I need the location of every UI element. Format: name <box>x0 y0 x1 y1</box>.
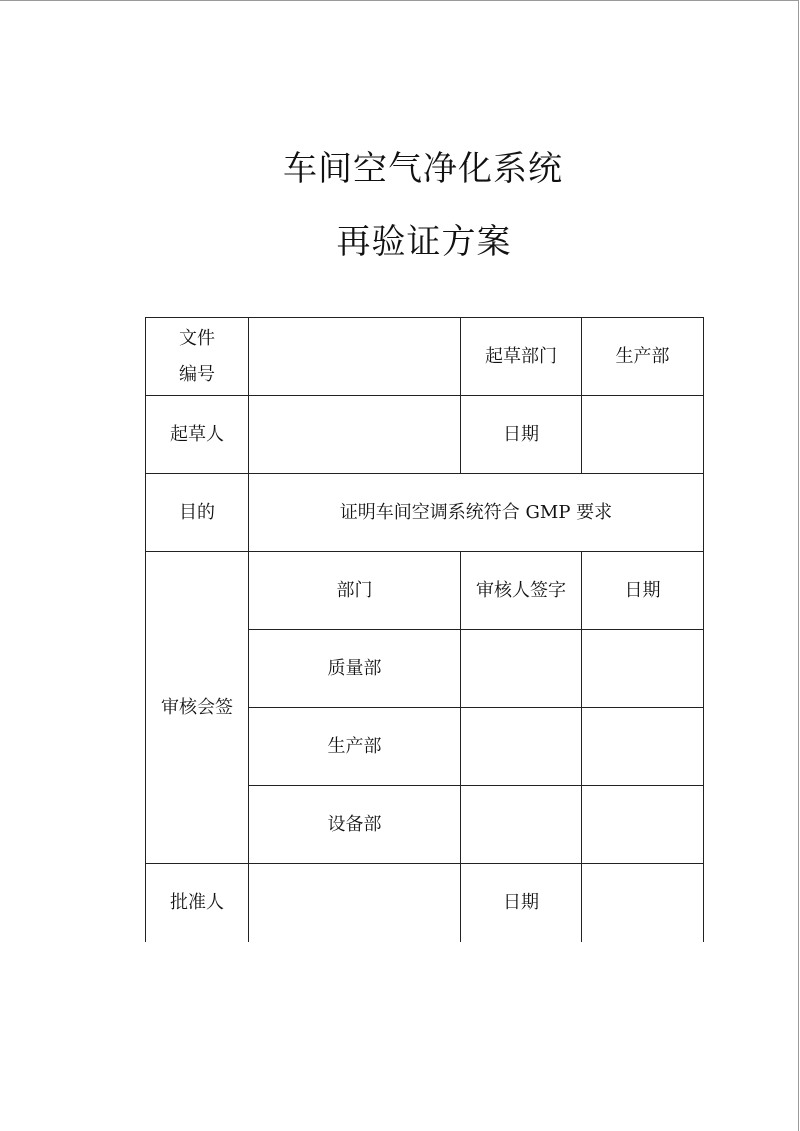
purpose-row <box>146 474 704 552</box>
approver-row <box>146 864 704 942</box>
review-header-row <box>146 552 704 630</box>
review-dept: 生产部 <box>249 708 461 786</box>
drafter-label: 起草人 <box>146 396 249 474</box>
review-signer <box>461 630 582 708</box>
draft-department-label: 起草部门 <box>461 318 582 396</box>
file-number-value <box>249 318 461 396</box>
review-header-signer: 审核人签字 <box>461 552 582 630</box>
file-number-label: 文件 编号 <box>146 318 249 396</box>
review-label: 审核会签 <box>146 552 249 864</box>
review-dept: 质量部 <box>249 630 461 708</box>
approve-date-label: 日期 <box>461 864 582 942</box>
draft-date-value <box>582 396 704 474</box>
review-date <box>582 786 704 864</box>
draft-date-label: 日期 <box>461 396 582 474</box>
drafter-row <box>146 396 704 474</box>
review-signer <box>461 786 582 864</box>
review-date <box>582 708 704 786</box>
review-header-date: 日期 <box>582 552 704 630</box>
approver-label: 批准人 <box>146 864 249 942</box>
approve-date-value <box>582 864 704 942</box>
approval-form-table <box>145 317 704 942</box>
draft-department-value: 生产部 <box>582 318 704 396</box>
document-title: 车间空气净化系统 <box>283 149 563 189</box>
purpose-label: 目的 <box>146 474 249 552</box>
review-signer <box>461 708 582 786</box>
file-number-row <box>146 318 704 396</box>
review-dept: 设备部 <box>249 786 461 864</box>
review-header-dept: 部门 <box>249 552 461 630</box>
review-date <box>582 630 704 708</box>
drafter-value <box>249 396 461 474</box>
approver-value <box>249 864 461 942</box>
document-subtitle: 再验证方案 <box>336 222 512 262</box>
purpose-value: 证明车间空调系统符合 GMP 要求 <box>249 474 704 552</box>
